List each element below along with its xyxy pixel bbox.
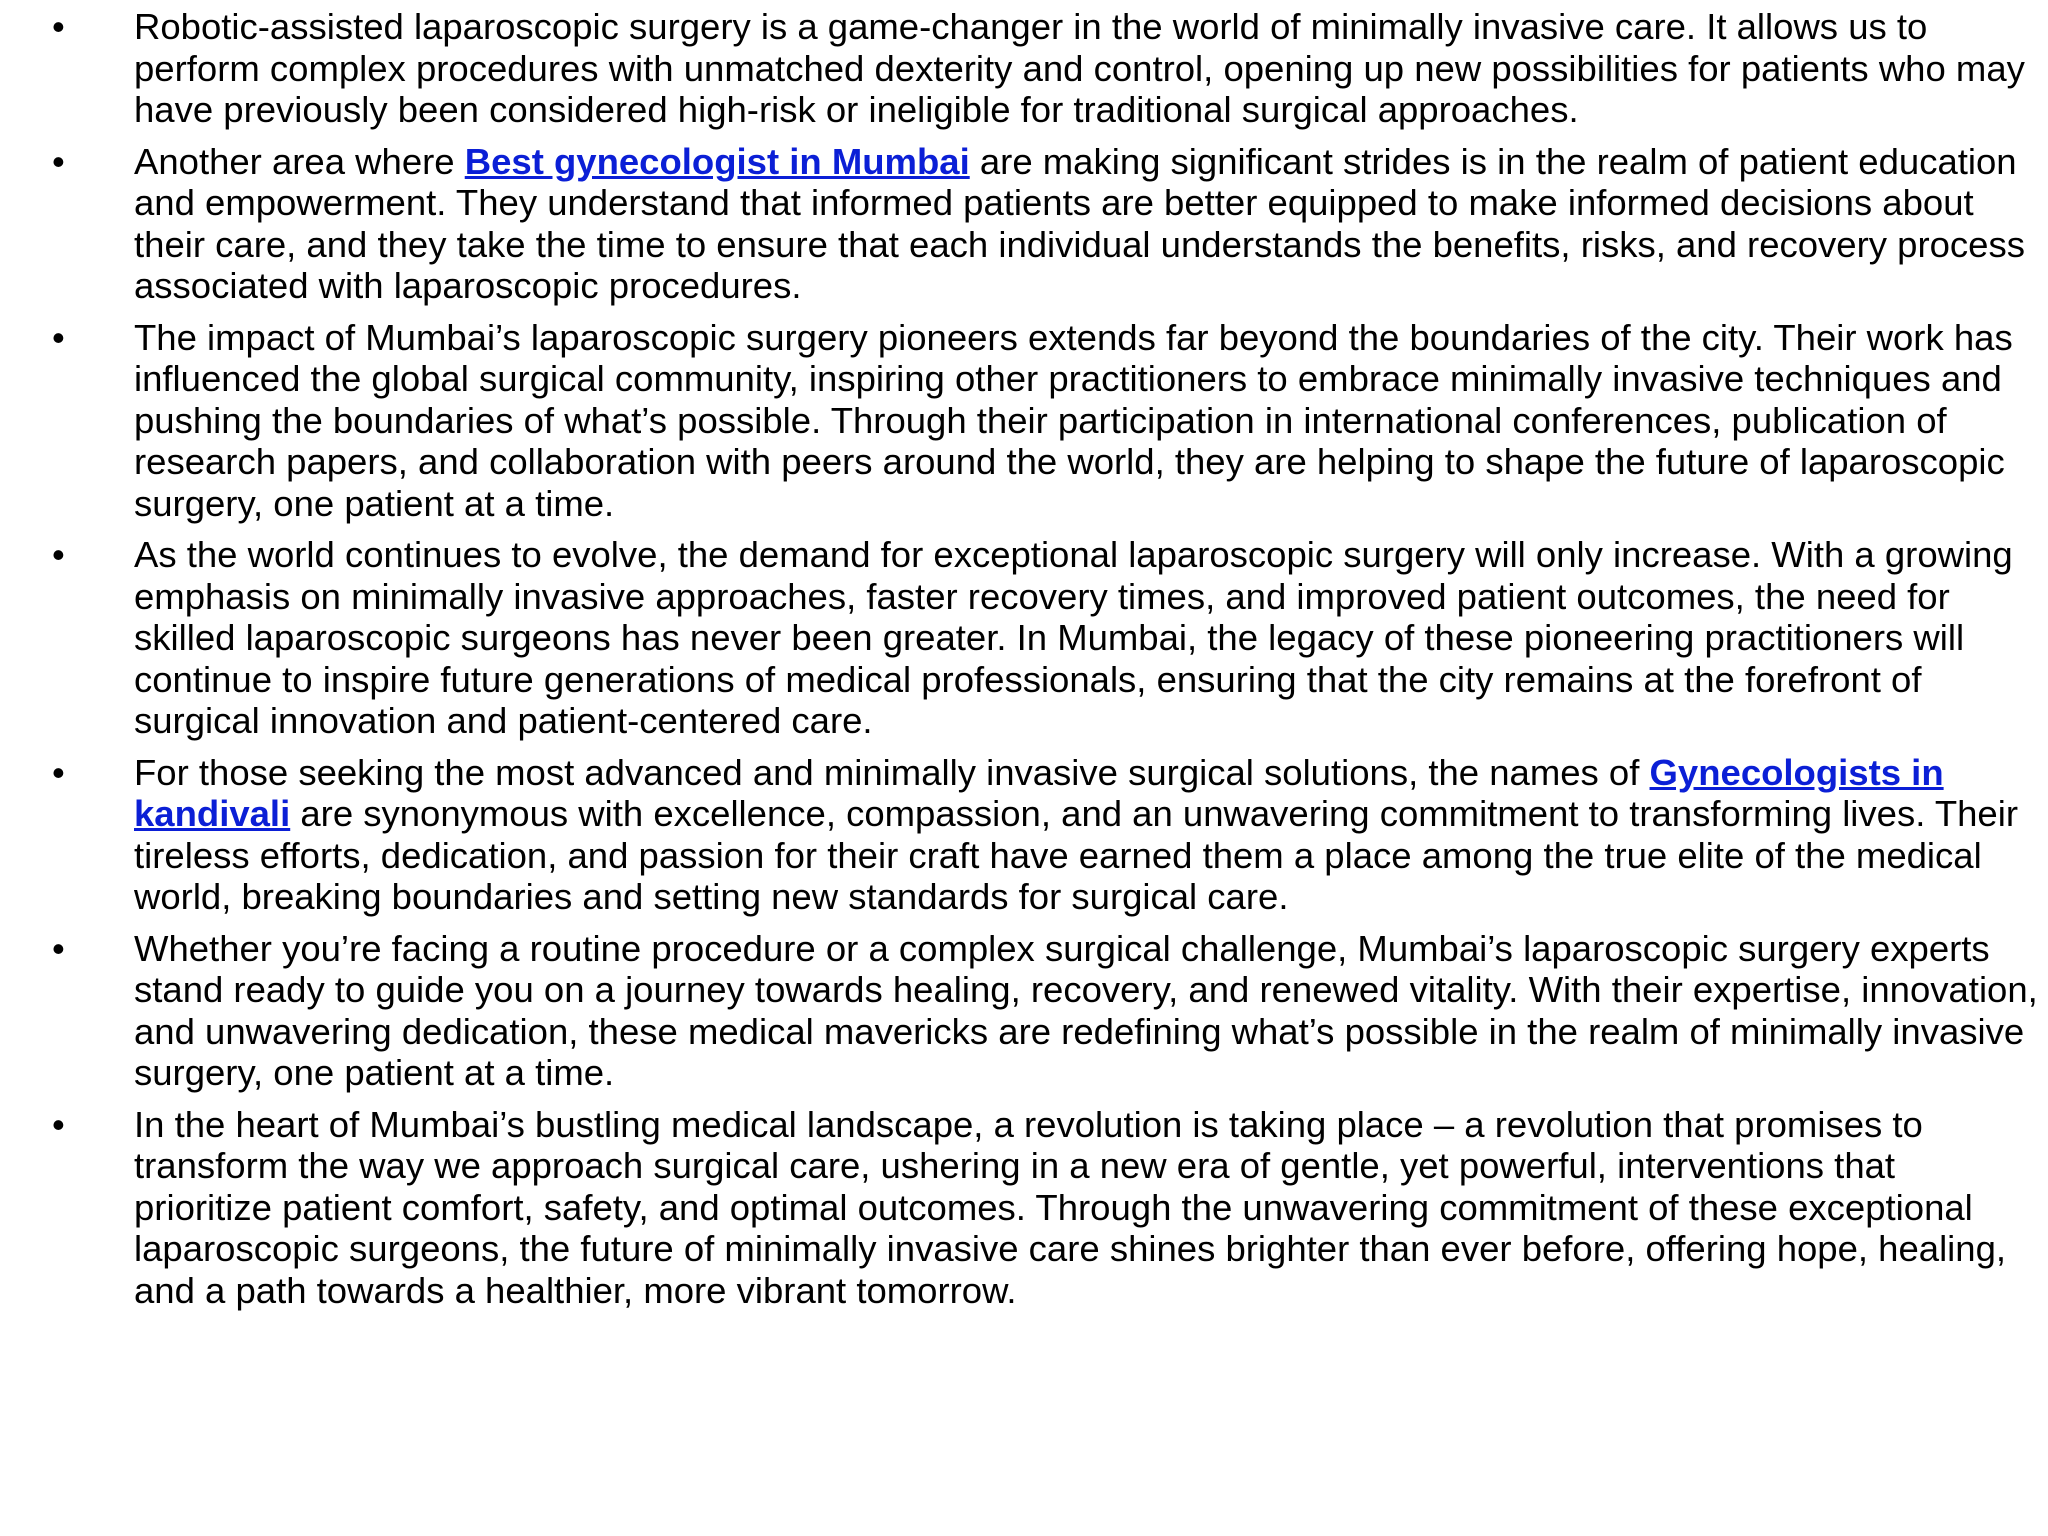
bullet-item <box>52 141 2042 307</box>
bullet-dot-icon: • <box>52 6 65 47</box>
bullet-item <box>52 928 2042 1094</box>
bullet-text: Robotic-assisted laparoscopic surgery is a game-changer in the world of minimally invasive care. It allows us to perform complex procedures with unmatched dexterity and control, opening up new possibilities for patients who may have previously been considered high-risk or ineligible for traditional surgical approaches. <box>134 6 2025 130</box>
bullet-item <box>52 534 2042 742</box>
bullet-item <box>52 1104 2042 1312</box>
bullet-text: The impact of Mumbai’s laparoscopic surgery pioneers extends far beyond the boundaries of the city. Their work has influenced the global surgical community, inspiring other practitioners to embrace minimally invasive techniques and pushing the boundaries of what’s possible. Through their participation in international conferences, publication of research papers, and collaboration with peers around the world, they are helping to shape the future of laparoscopic surgery, one patient at a time. <box>134 316 2013 524</box>
bullet-text-after-link: are synonymous with excellence, compassion, and an unwavering commitment to transforming lives. Their tireless efforts, dedication, and passion for their craft have earned them a place among the true elite of the medical world, breaking boundaries and setting new standards for surgical care. <box>134 793 2018 917</box>
bullet-dot-icon: • <box>52 751 65 793</box>
bullet-text: Whether you’re facing a routine procedure or a complex surgical challenge, Mumbai’s laparoscopic surgery experts stand ready to guide you on a journey towards healing, recovery, and renewed vitality. With their expertise, innovation, and unwavering dedication, these medical mavericks are redefining what’s possible in the realm of minimally invasive surgery, one patient at a time. <box>134 927 2038 1093</box>
bullet-text: As the world continues to evolve, the demand for exceptional laparoscopic surgery will only increase. With a growing emphasis on minimally invasive approaches, faster recovery times, and improved patient outcomes, the need for skilled laparoscopic surgeons has never been greater. In Mumbai, the legacy of these pioneering practitioners will continue to inspire future generations of medical professionals, ensuring that the city remains at the forefront of surgical innovation and patient-centered care. <box>134 534 2013 741</box>
bullet-dot-icon: • <box>52 534 65 575</box>
bullet-text-after-link: are making significant strides is in the realm of patient education and empowerment. They understand that informed patients are better equipped to make informed decisions about their care, and they take the time to ensure that each individual understands the benefits, risks, and recovery process associated with laparoscopic procedures. <box>134 140 2025 306</box>
bullet-dot-icon: • <box>52 927 65 969</box>
bullet-dot-icon: • <box>52 140 65 182</box>
bullet-text: In the heart of Mumbai’s bustling medical landscape, a revolution is taking place – a revolution that promises to transform the way we approach surgical care, ushering in a new era of gentle, yet powerful, interventions that prioritize patient comfort, safety, and optimal outcomes. Through the unwavering commitment of these exceptional laparoscopic surgeons, the future of minimally invasive care shines brighter than ever before, offering hope, healing, and a path towards a healthier, more vibrant tomorrow. <box>134 1103 2007 1311</box>
bullet-item <box>52 752 2042 918</box>
bullet-text-before-link: Another area where <box>134 140 465 182</box>
bullet-dot-icon: • <box>52 316 65 358</box>
bullet-list <box>52 6 2042 1321</box>
best-gynecologist-mumbai-link[interactable]: Best gynecologist in Mumbai <box>464 140 970 182</box>
bullet-item <box>52 317 2042 525</box>
bullet-dot-icon: • <box>52 1103 65 1145</box>
bullet-text-before-link: For those seeking the most advanced and minimally invasive surgical solutions, the names of <box>134 751 1650 793</box>
gynecologists-kandivali-link[interactable]: Gynecologists in kandivali <box>134 751 1944 834</box>
bullet-item <box>52 6 2042 131</box>
